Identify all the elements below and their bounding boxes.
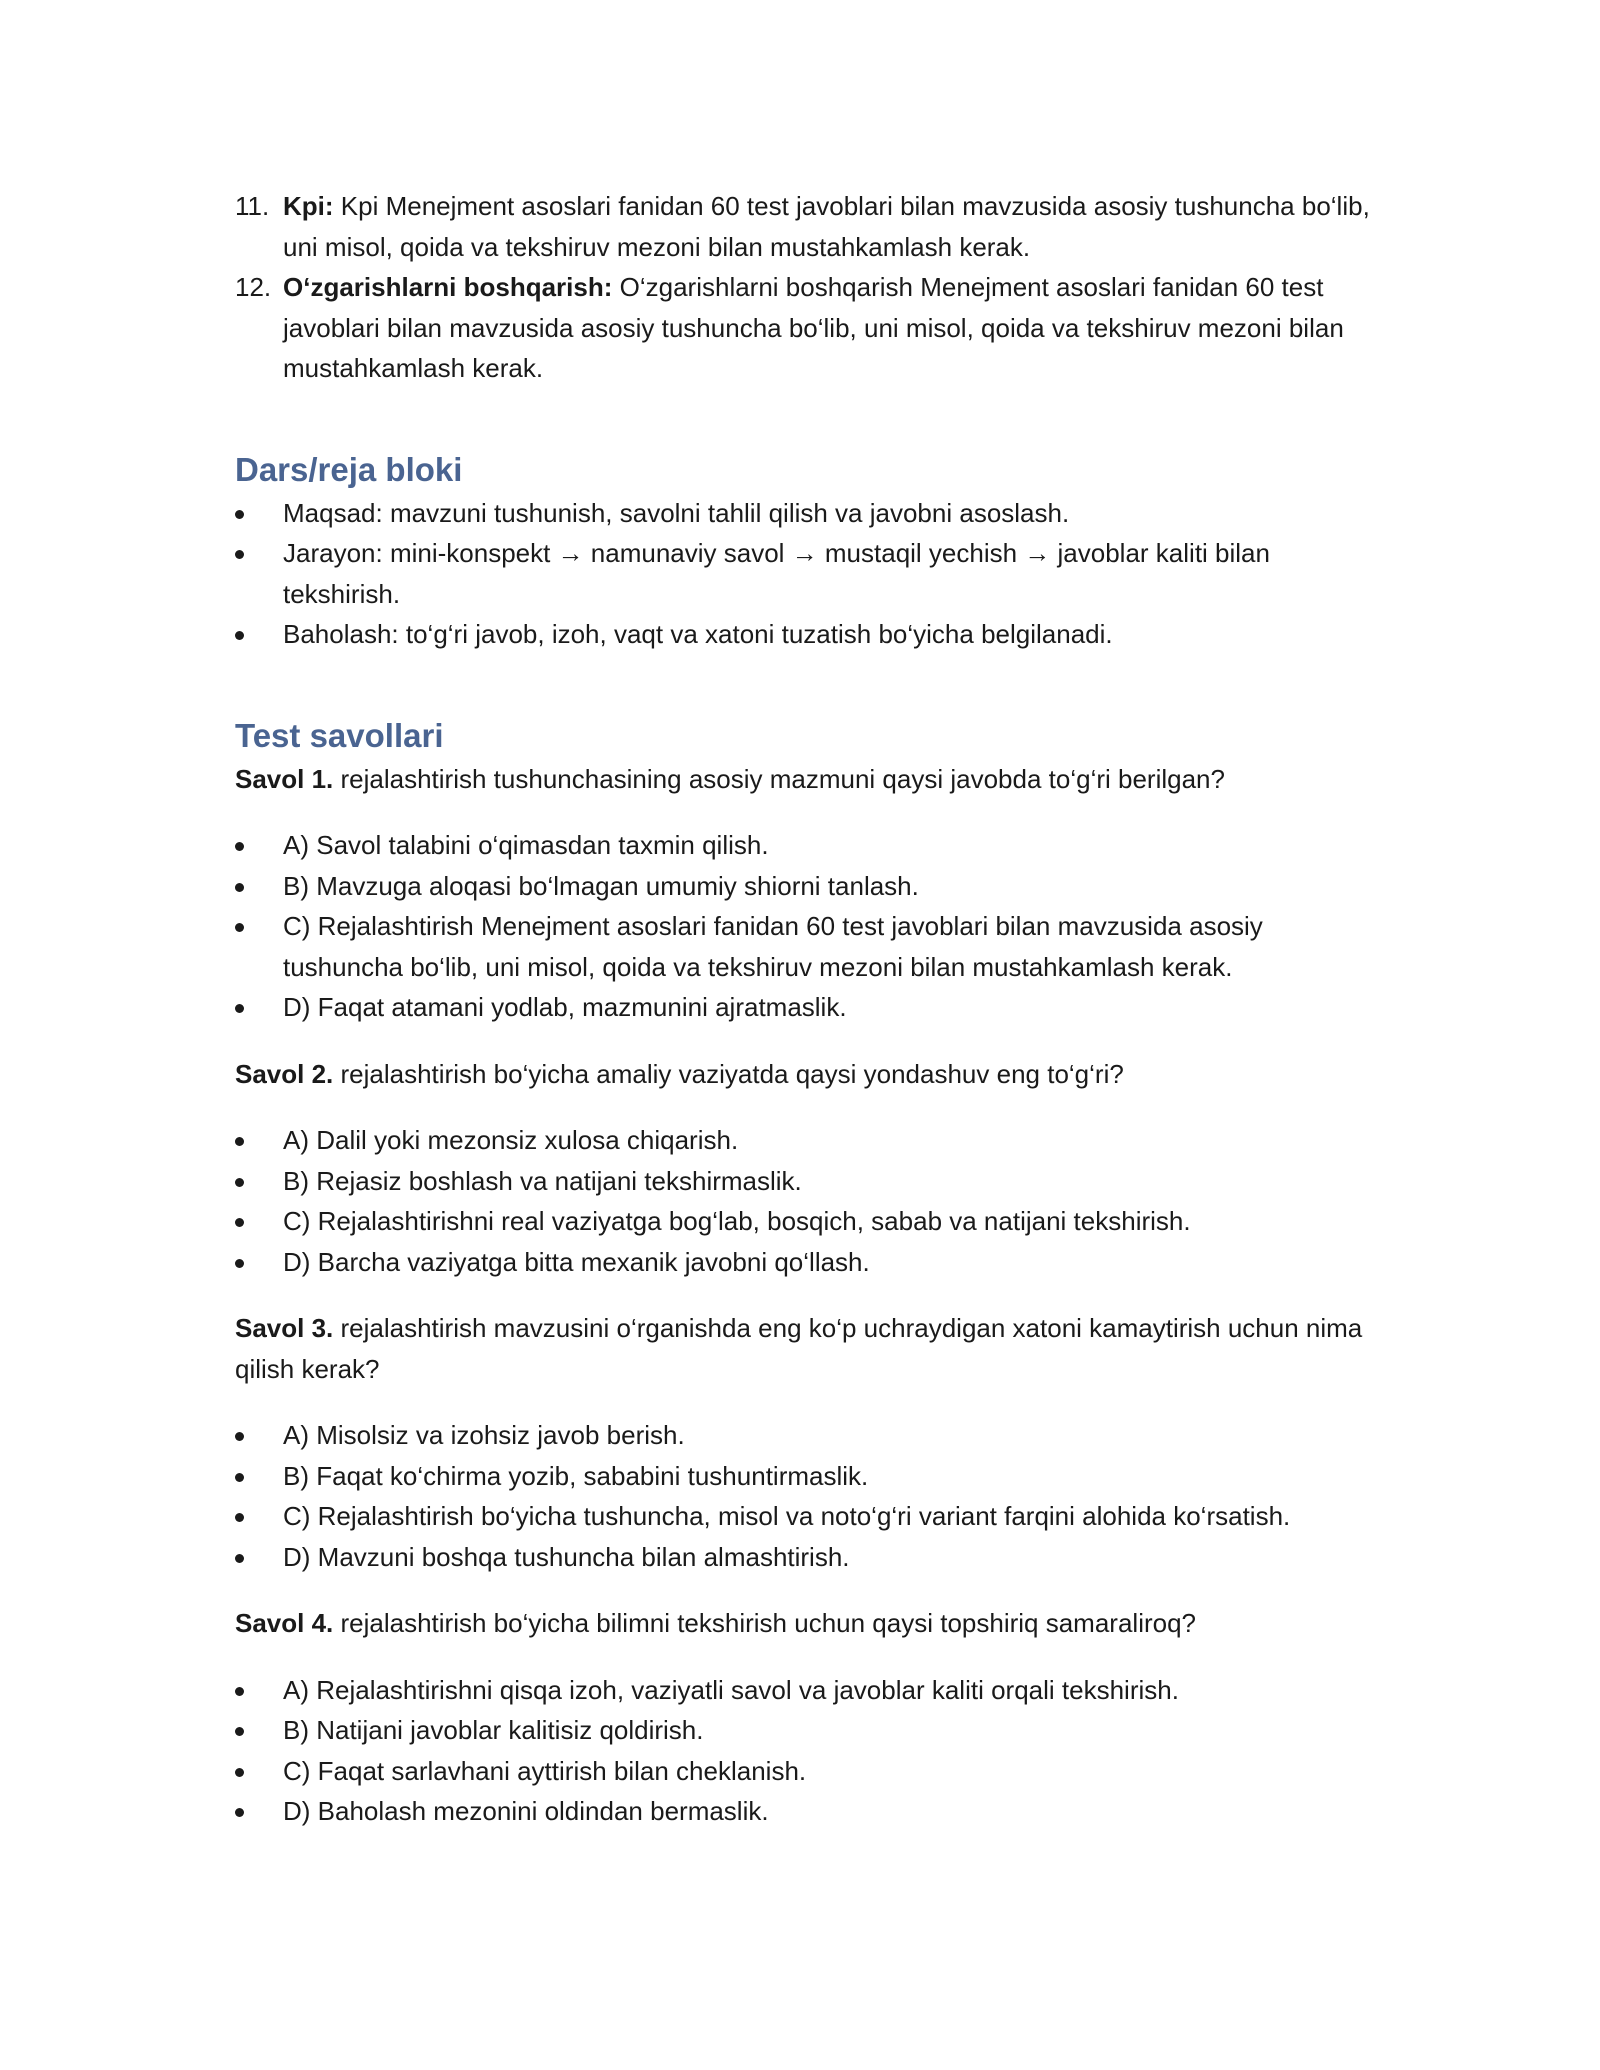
document-page — [235, 186, 1375, 1832]
list-item-text: Jarayon: mini-konspekt → namunaviy savol → mustaqil yechish → javoblar kaliti bilan tekshirish. — [283, 538, 1270, 609]
bullet-icon — [235, 631, 244, 640]
answer-option — [235, 866, 1375, 907]
answer-options — [235, 1415, 1375, 1577]
answer-option — [235, 1201, 1375, 1242]
numbered-item — [235, 267, 1375, 389]
answer-text: D) Barcha vaziyatga bitta mexanik javobni qo‘llash. — [283, 1246, 870, 1277]
spacer — [235, 1028, 1375, 1054]
answer-option — [235, 1415, 1375, 1456]
bullet-icon — [235, 883, 244, 892]
bullet-icon — [235, 1727, 244, 1736]
bullet-icon — [235, 1473, 244, 1482]
spacer — [235, 655, 1375, 713]
item-number: 12. — [235, 272, 272, 302]
answer-options — [235, 1120, 1375, 1282]
answer-text: B) Natijani javoblar kalitisiz qoldirish. — [283, 1715, 704, 1745]
list-item — [235, 533, 1375, 614]
question-label: Savol 4. — [235, 1608, 334, 1638]
test-block-heading: Test savollari — [235, 716, 444, 754]
answer-text: D) Baholash mezonini oldindan bermaslik. — [283, 1796, 769, 1826]
bullet-icon — [235, 1137, 244, 1146]
numbered-item — [235, 186, 1375, 267]
answer-text: B) Mavzuga aloqasi bo‘lmagan umumiy shiorni tanlash. — [283, 870, 919, 901]
bullet-icon — [235, 1513, 244, 1522]
bullet-icon — [235, 923, 244, 932]
answer-option — [235, 1120, 1375, 1161]
question-text: rejalashtirish bo‘yicha bilimni tekshirish uchun qaysi topshiriq samaraliroq? — [333, 1608, 1197, 1638]
answer-text: A) Misolsiz va izohsiz javob berish. — [283, 1420, 685, 1450]
answer-text: C) Rejalashtirish bo‘yicha tushuncha, misol va noto‘g‘ri variant farqini alohida ko‘rsatish. — [283, 1501, 1291, 1531]
question-text: rejalashtirish tushunchasining asosiy mazmuni qaysi javobda to‘g‘ri berilgan? — [333, 763, 1225, 794]
question — [235, 1603, 1375, 1644]
answer-text: D) Faqat atamani yodlab, mazmunini ajratmaslik. — [283, 992, 847, 1022]
item-number: 11. — [235, 191, 270, 221]
bullet-icon — [235, 1004, 244, 1013]
bullet-icon — [235, 1768, 244, 1777]
answer-text: A) Dalil yoki mezonsiz xulosa chiqarish. — [283, 1125, 739, 1155]
answer-text: B) Rejasiz boshlash va natijani tekshirmaslik. — [283, 1165, 802, 1196]
item-term: O‘zgarishlarni boshqarish: — [283, 272, 613, 302]
bullet-icon — [235, 1178, 244, 1187]
answer-text: A) Rejalashtirishni qisqa izoh, vaziyatli savol va javoblar kaliti orqali tekshirish. — [283, 1674, 1179, 1705]
answer-option — [235, 987, 1375, 1028]
list-item-text: Baholash: to‘g‘ri javob, izoh, vaqt va xatoni tuzatish bo‘yicha belgilanadi. — [283, 619, 1113, 649]
spacer — [235, 799, 1375, 825]
lesson-block-heading: Dars/reja bloki — [235, 450, 463, 488]
answer-text: A) Savol talabini o‘qimasdan taxmin qilish. — [283, 830, 769, 860]
answer-option — [235, 1456, 1375, 1497]
answer-options — [235, 825, 1375, 1028]
numbered-list — [235, 186, 1375, 389]
bullet-icon — [235, 1808, 244, 1817]
bullet-icon — [235, 1218, 244, 1227]
answer-option — [235, 1670, 1375, 1711]
question-label: Savol 1. — [235, 763, 334, 794]
answer-options — [235, 1670, 1375, 1832]
answer-text: D) Mavzuni boshqa tushuncha bilan almashtirish. — [283, 1541, 850, 1572]
answer-option — [235, 1751, 1375, 1792]
answer-option — [235, 906, 1375, 987]
spacer — [235, 389, 1375, 447]
question — [235, 1308, 1375, 1389]
spacer — [235, 1389, 1375, 1415]
bullet-icon — [235, 1432, 244, 1441]
question — [235, 1054, 1375, 1095]
answer-option — [235, 1242, 1375, 1283]
answer-text: C) Faqat sarlavhani ayttirish bilan cheklanish. — [283, 1755, 807, 1786]
question-text: rejalashtirish bo‘yicha amaliy vaziyatda qaysi yondashuv eng to‘g‘ri? — [333, 1058, 1124, 1089]
bullet-icon — [235, 842, 244, 851]
bullet-icon — [235, 1687, 244, 1696]
item-term: Kpi: — [283, 191, 334, 221]
list-item — [235, 614, 1375, 655]
question-label: Savol 2. — [235, 1058, 334, 1089]
answer-option — [235, 1791, 1375, 1832]
list-item-text: Maqsad: mavzuni tushunish, savolni tahlil qilish va javobni asoslash. — [283, 497, 1070, 528]
answer-text: B) Faqat ko‘chirma yozib, sababini tushuntirmaslik. — [283, 1460, 869, 1491]
spacer — [235, 1577, 1375, 1603]
answer-option — [235, 1496, 1375, 1537]
answer-option — [235, 1537, 1375, 1578]
answer-option — [235, 825, 1375, 866]
item-text: Kpi Menejment asoslari fanidan 60 test javoblari bilan mavzusida asosiy tushuncha bo‘lib, uni misol, qoida va tekshiruv mezoni bilan mustahkamlash kerak. — [283, 191, 1370, 262]
question-text: rejalashtirish mavzusini o‘rganishda eng ko‘p uchraydigan xatoni kamaytirish uchun nima qilish kerak? — [235, 1313, 1363, 1384]
lesson-block-list — [235, 493, 1375, 655]
bullet-icon — [235, 1554, 244, 1563]
item-text: O‘zgarishlarni boshqarish Menejment asoslari fanidan 60 test javoblari bilan mavzusida asosiy tushuncha bo‘lib, uni misol, qoida va tekshiruv mezoni bilan mustahkamlash kerak. — [283, 272, 1344, 383]
bullet-icon — [235, 550, 244, 559]
question-label: Savol 3. — [235, 1313, 334, 1343]
bullet-icon — [235, 510, 244, 519]
bullet-icon — [235, 1259, 244, 1268]
question — [235, 759, 1375, 800]
spacer — [235, 1282, 1375, 1308]
spacer — [235, 1644, 1375, 1670]
spacer — [235, 1094, 1375, 1120]
list-item — [235, 493, 1375, 534]
answer-text: C) Rejalashtirishni real vaziyatga bog‘lab, bosqich, sabab va natijani tekshirish. — [283, 1206, 1191, 1236]
answer-option — [235, 1161, 1375, 1202]
answer-text: C) Rejalashtirish Menejment asoslari fanidan 60 test javoblari bilan mavzusida asosiy tushuncha bo‘lib, uni misol, qoida va tekshiruv mezoni bilan mustahkamlash kerak. — [283, 911, 1263, 982]
answer-option — [235, 1710, 1375, 1751]
